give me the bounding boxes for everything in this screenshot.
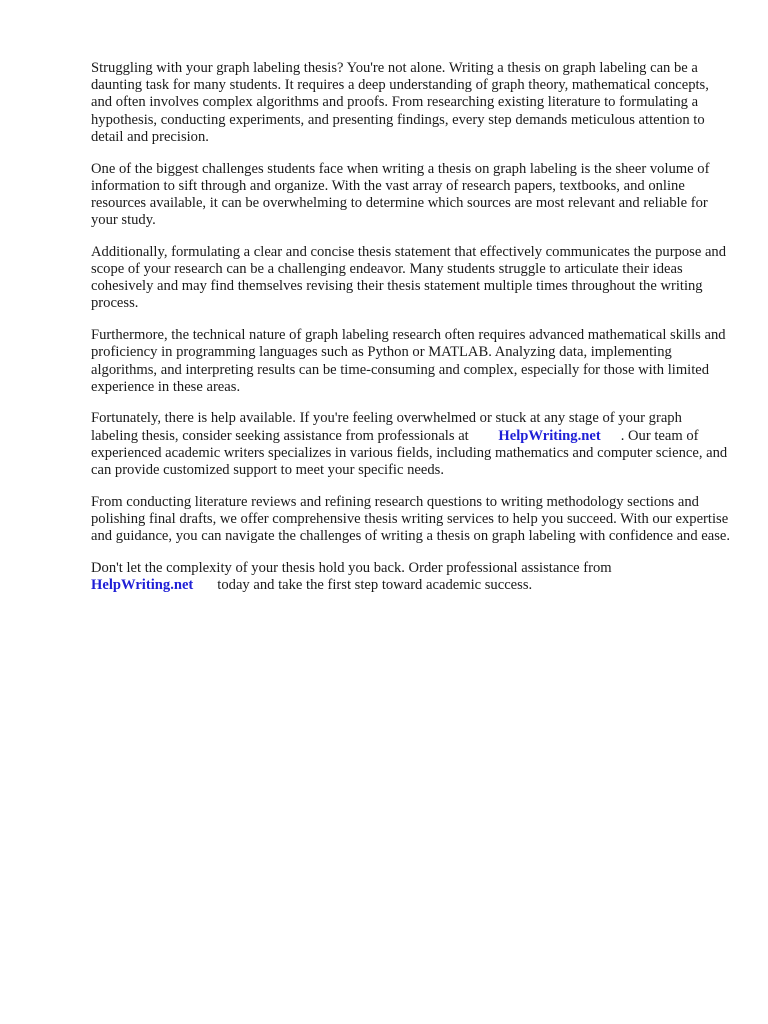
closing-text-after: today and take the first step toward academic success.	[217, 577, 533, 594]
paragraph-challenges: One of the biggest challenges students face when writing a thesis on graph labeling is the sheer volume of information to sift through and organize. With the vast array of research papers, textbooks, and online resources available, it can be overwhelming to determine which sources are most relevant and reliable for your study.	[91, 160, 710, 229]
help-text-after: . Our team of experienced academic writers specializes in various fields, including mathematics and computer science, and can provide customized support to meet your specific needs.	[91, 427, 728, 479]
paragraph-services: From conducting literature reviews and refining research questions to writing methodology sections and polishing final drafts, we offer comprehensive thesis writing services to help you succeed. With our expertise and guidance, you can navigate the challenges of writing a thesis on graph labeling with confidence and ease.	[91, 493, 731, 545]
document-body	[91, 60, 731, 609]
paragraph-technical: Furthermore, the technical nature of graph labeling research often requires advanced mathematical skills and proficiency in programming languages such as Python or MATLAB. Analyzing data, implementing algorithms, and interpreting results can be time-consuming and complex, especially for those with limited experience in these areas.	[91, 327, 726, 395]
paragraph-intro: Struggling with your graph labeling thesis? You're not alone. Writing a thesis on graph labeling can be a daunting task for many students. It requires a deep understanding of graph theory, mathematical concepts, and often involves complex algorithms and proofs. From researching existing literature to formulating a hypothesis, conducting experiments, and presenting findings, every step demands meticulous attention to detail and precision.	[91, 60, 709, 145]
closing-text-before: Don't let the complexity of your thesis hold you back. Order professional assistance from	[91, 559, 612, 576]
paragraph-closing	[91, 560, 731, 594]
help-text-before: Fortunately, there is help available. If you're feeling overwhelmed or stuck at any stage of your graph labeling thesis, consider seeking assistance from professionals at	[91, 410, 682, 444]
paragraph-help	[91, 410, 731, 479]
helpwriting-link[interactable]: HelpWriting.net	[498, 427, 601, 444]
helpwriting-link-closing[interactable]: HelpWriting.net	[91, 577, 194, 594]
paragraph-thesis-statement: Additionally, formulating a clear and concise thesis statement that effectively communicates the purpose and scope of your research can be a challenging endeavor. Many students struggle to articulate their ideas cohesively and may find themselves revising their thesis statement multiple times throughout the writing process.	[91, 243, 727, 312]
